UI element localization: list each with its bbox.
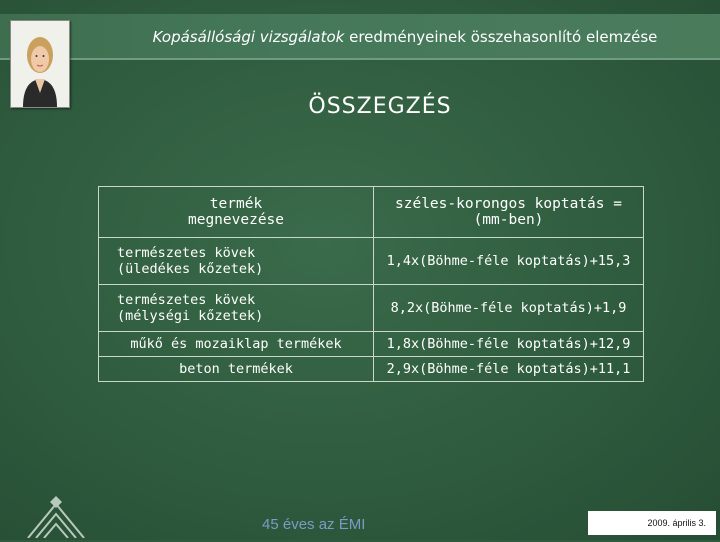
- table-row: [99, 285, 644, 332]
- product-line1: természetes kövek: [117, 245, 256, 261]
- anniversary-text: 45 éves az ÉMI: [262, 516, 366, 533]
- header-product-line2: megnevezése: [187, 212, 285, 228]
- date-label: 2009. április 3.: [588, 511, 716, 535]
- slide-title-rest: eredményeinek összehasonlító elemzése: [344, 28, 658, 46]
- product-cell: műkő és mozaiklap termékek: [99, 332, 374, 357]
- summary-table: [98, 186, 644, 382]
- slide-title: [110, 28, 700, 46]
- header-formula-line2: (mm-ben): [473, 212, 544, 228]
- product-cell: [99, 285, 374, 332]
- formula-cell: 1,4x(Böhme-féle koptatás)+15,3: [374, 238, 644, 285]
- product-line2: (mélységi kőzetek): [117, 308, 264, 324]
- formula-cell: 8,2x(Böhme-féle koptatás)+1,9: [374, 285, 644, 332]
- slide-title-italic: Kopásállósági vizsgálatok: [152, 28, 345, 46]
- formula-cell: 1,8x(Böhme-féle koptatás)+12,9: [374, 332, 644, 357]
- emi-logo-icon: [22, 492, 92, 538]
- table-row: [99, 238, 644, 285]
- table-row: [99, 332, 644, 357]
- product-line2: (üledékes kőzetek): [117, 261, 264, 277]
- product-cell: [99, 238, 374, 285]
- product-cell: beton termékek: [99, 357, 374, 382]
- table-header-row: [99, 187, 644, 238]
- table-row: [99, 357, 644, 382]
- header-formula-line1: széles-korongos koptatás =: [395, 196, 622, 212]
- header-product: [99, 187, 374, 238]
- header-divider: [0, 58, 720, 60]
- product-line1: természetes kövek: [117, 292, 256, 308]
- header-formula: [374, 187, 644, 238]
- formula-cell: 2,9x(Böhme-féle koptatás)+11,1: [374, 357, 644, 382]
- header-product-line1: termék: [209, 196, 263, 212]
- summary-heading: ÖSSZEGZÉS: [308, 94, 452, 119]
